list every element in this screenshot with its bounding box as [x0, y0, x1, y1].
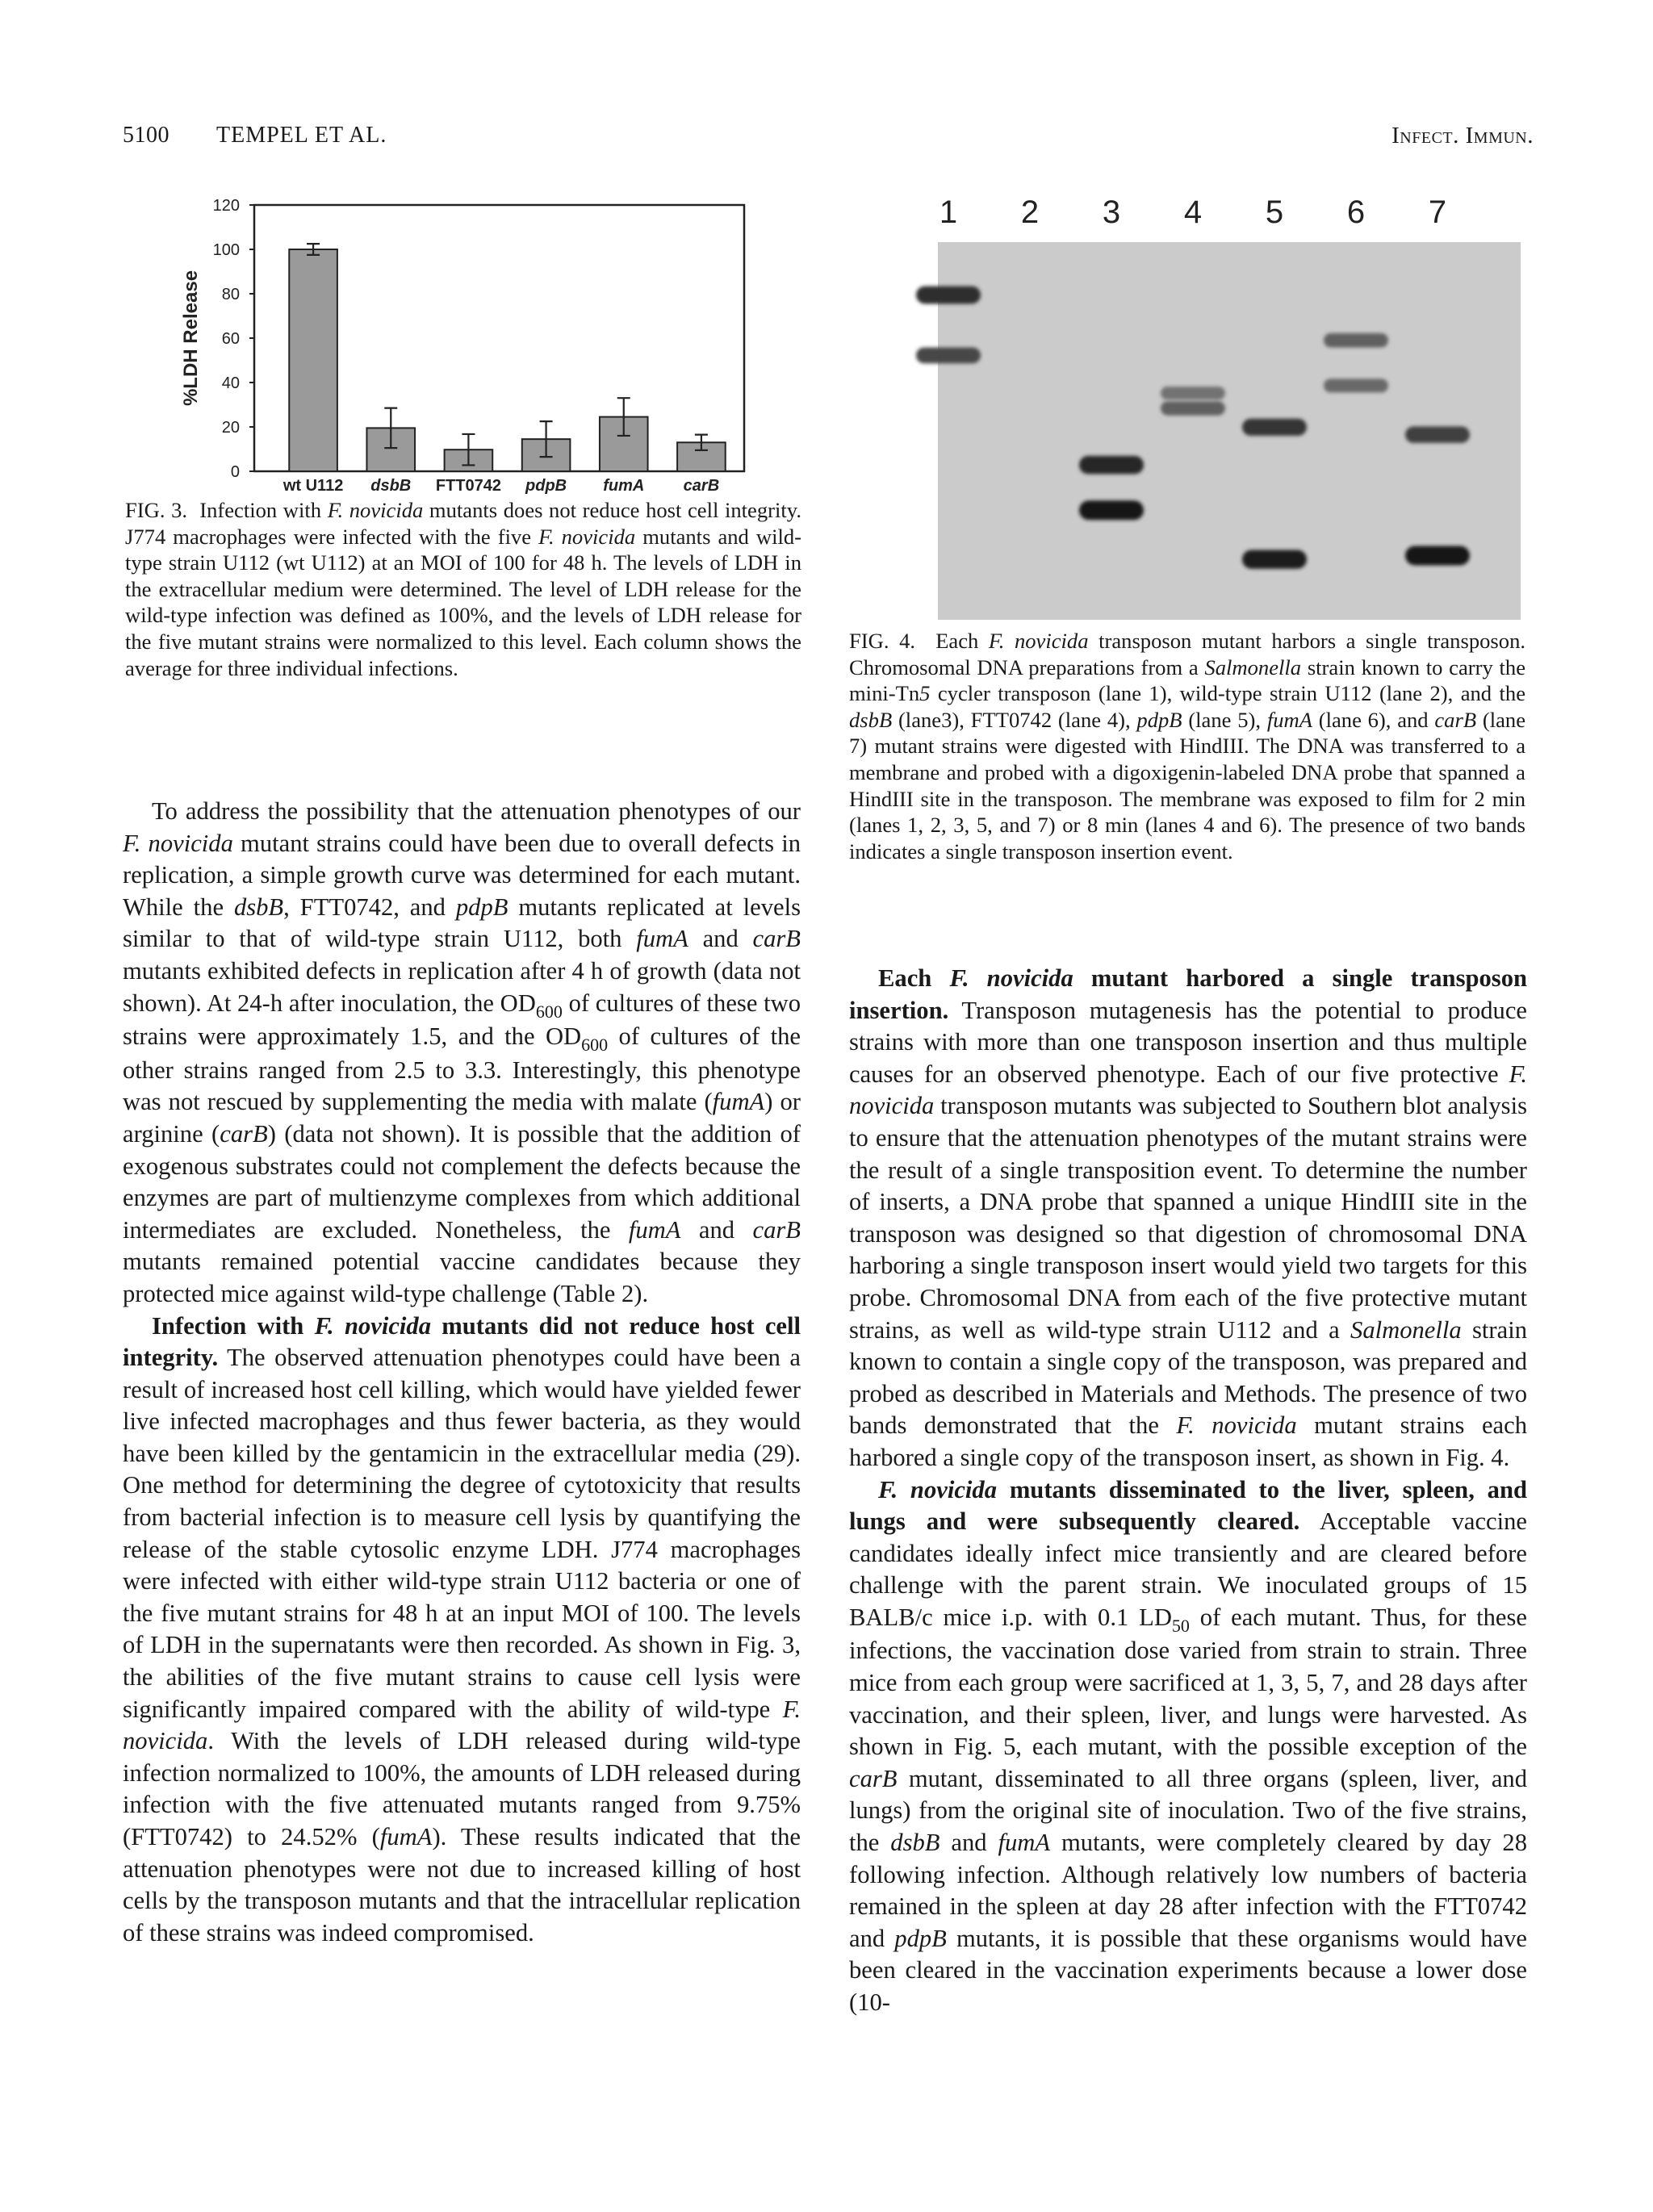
bar-wt-u112: [289, 249, 337, 471]
gel-band-lane-5: [1242, 419, 1307, 436]
x-tick-label: carB: [683, 477, 720, 494]
figure3-caption-label: FIG. 3.: [125, 498, 188, 522]
lane-label-1: 1: [939, 194, 958, 230]
lane-label-7: 7: [1428, 194, 1447, 230]
lane-label-4: 4: [1183, 194, 1203, 230]
gel-band-lane-4: [1161, 387, 1225, 399]
paragraph-single-transposon: Each F. novicida mutant harbored a single transposon insertion. Transposon mutagenesis has the potential to produce strains with more than one transposon insertion and thus multiple causes for an observed phenotype. Each of our five protective F. novicida transposon mutants was subjected to Southern blot analysis to ensure that the attenuation phenotypes of the mutant strains were the result of a single transposition event. To determine the number of inserts, a DNA probe that spanned a unique HindIII site in the transposon was designed so that digestion of chromosomal DNA harboring a single transposon insert would yield two targets for this probe. Chromosomal DNA from each of the five protective mutant strains, as well as wild-type strain U112 and a Salmonella strain known to contain a single copy of the transposon, was prepared and probed as described in Materials and Methods. The presence of two bands demonstrated that the F. novicida mutant strains each harbored a single copy of the transposon insert, as shown in Fig. 4.: [849, 964, 1528, 1471]
lane-label-6: 6: [1346, 194, 1366, 230]
y-tick-label: 100: [212, 241, 240, 259]
gel-band-lane-5: [1242, 550, 1307, 568]
y-tick-label: 0: [230, 463, 240, 481]
running-head-journal: Infect. Immun.: [1391, 123, 1534, 148]
gel-band-lane-7: [1405, 546, 1470, 565]
figure4-caption-label: FIG. 4.: [849, 629, 916, 653]
page-number: 5100: [123, 123, 169, 148]
x-tick-label: wt U112: [282, 477, 344, 494]
y-tick-label: 20: [221, 419, 240, 437]
figure4-southern-blot: [912, 187, 1525, 623]
gel-band-lane-6: [1324, 378, 1388, 392]
y-tick-label: 60: [221, 330, 240, 348]
paragraph-dissemination: F. novicida mutants disseminated to the liver, spleen, and lungs and were subsequently cleared. Acceptable vaccine candidates ideally infect mice transiently and are cleared before challenge with the parent strain. We inoculated groups of 15 BALB/c mice i.p. with 0.1 $LD_{50}$ of each mutant. Thus, for these infections, the vaccination dose varied from strain to strain. Three mice from each group were sacrificed at 1, 3, 5, 7, and 28 days after vaccination, and their spleen, liver, and lungs were harvested. As shown in Fig. 5, each mutant, with the possible exception of the carB mutant, disseminated to all three organs (spleen, liver, and lungs) from the original site of inoculation. Two of the five strains, the dsbB and fumA mutants, were completely cleared by day 28 following infection. Although relatively low numbers of bacteria remained in the spleen at day 28 after infection with the FTT0742 and pdpB mutants, it is possible that these organisms would have been cleared in the vaccination experiments because a lower dose (10-: [849, 1475, 1528, 2016]
gel-band-lane-3: [1079, 500, 1144, 520]
y-axis-label: %LDH Release: [180, 270, 202, 407]
section-heading-dissemination: F. novicida mutants disseminated to the liver, spleen, and lungs and were subsequently cleared.: [849, 1475, 1527, 1536]
paragraph-host-cell-integrity: Infection with F. novicida mutants did not reduce host cell integrity. The observed attenuation phenotypes could have been a result of increased host cell killing, which would have yielded fewer live infected macrophages and thus fewer bacteria, as they would have been killed by the gentamicin in the extracellular media (29). One method for determining the degree of cytotoxicity that results from bacterial infection is to measure cell lysis by quantifying the release of the stable cytosolic enzyme LDH. J774 macrophages were infected with either wild-type strain U112 bacteria or one of the five mutant strains for 48 h at an input MOI of 100. The levels of LDH in the supernatants were then recorded. As shown in Fig. 3, the abilities of the five mutant strains to cause cell lysis were significantly impaired compared with the ability of wild-type F. novicida. With the levels of LDH released during wild-type infection normalized to 100%, the amounts of LDH released during infection with the five attenuated mutants ranged from 9.75% (FTT0742) to 24.52% (fumA). These results indicated that the attenuation phenotypes were not due to increased killing of host cells by the transposon mutants and that the intracellular replication of these strains was indeed compromised.: [123, 1311, 801, 1946]
right-text-column: [849, 963, 1527, 2019]
gel-band-lane-4: [1161, 401, 1225, 416]
gel-band-lane-6: [1324, 333, 1388, 348]
x-tick-label: fumA: [603, 477, 645, 494]
paragraph-growth-curve: To address the possibility that the attenuation phenotypes of our F. novicida mutant strains could have been due to overall defects in replication, a simple growth curve was determined for each mutant. While the dsbB, FTT0742, and pdpB mutants replicated at levels similar to that of wild-type strain U112, both fumA and carB mutants exhibited defects in replication after 4 h of growth (data not shown). At 24-h after inoculation, the $OD_{600}$ of cultures of these two strains were approximately 1.5, and the $OD_{600}$ of cultures of the other strains ranged from 2.5 to 3.3. Interestingly, this phenotype was not rescued by supplementing the media with malate (fumA) or arginine (carB) (data not shown). It is possible that the addition of exogenous substrates could not complement the defects because the enzymes are part of multienzyme complexes from which additional intermediates are excluded. Nonetheless, the fumA and carB mutants remained potential vaccine candidates because they protected mice against wild-type challenge (Table 2).: [123, 797, 801, 1307]
gel-band-lane-7: [1405, 426, 1470, 443]
x-tick-label: dsbB: [370, 477, 412, 494]
lane-label-3: 3: [1102, 194, 1121, 230]
figure4-caption: FIG. 4. Each F. novicida transposon mutant harbors a single transposon. Chromosomal DNA preparations from a Salmonella strain known to carry the mini-Tn5 cycler transposon (lane 1), wild-type strain U112 (lane 2), and the dsbB (lane3), FTT0742 (lane 4), pdpB (lane 5), fumA (lane 6), and carB (lane 7) mutant strains were digested with HindIII. The DNA was transferred to a membrane and probed with a digoxigenin-labeled DNA probe that spanned a HindIII site in the transposon. The membrane was exposed to film for 2 min (lanes 1, 2, 3, 5, and 7) or 8 min (lanes 4 and 6). The presence of two bands indicates a single transposon insertion event.: [849, 629, 1526, 863]
x-tick-label: pdpB: [525, 477, 567, 494]
left-text-column: [123, 796, 801, 1949]
figure3-bar-chart: [179, 187, 760, 494]
x-tick-label: FTT0742: [435, 477, 501, 494]
running-head-authors: TEMPEL ET AL.: [216, 123, 387, 148]
gel-band-lane-3: [1079, 456, 1144, 475]
gel-band-lane-1: [916, 286, 981, 304]
y-tick-label: 120: [212, 197, 240, 215]
gel-band-lane-1: [916, 348, 981, 364]
lane-label-2: 2: [1020, 194, 1040, 230]
figure3-caption: FIG. 3. Infection with F. novicida mutants does not reduce host cell integrity. J774 macrophages were infected with the five F. novicida mutants and wild-type strain U112 (wt U112) at an MOI of 100 for 48 h. The levels of LDH in the extracellular medium were determined. The level of LDH release for the wild-type infection was defined as 100%, and the levels of LDH release for the five mutant strains were normalized to this level. Each column shows the average for three individual infections.: [125, 498, 802, 680]
y-tick-label: 80: [221, 286, 240, 303]
section-heading-host-cell-integrity: Infection with F. novicida mutants did not reduce host cell integrity.: [123, 1311, 801, 1372]
y-tick-label: 40: [221, 374, 240, 392]
section-heading-single-transposon: Each F. novicida mutant harbored a single transposon insertion.: [849, 964, 1528, 1024]
lane-label-5: 5: [1265, 194, 1284, 230]
